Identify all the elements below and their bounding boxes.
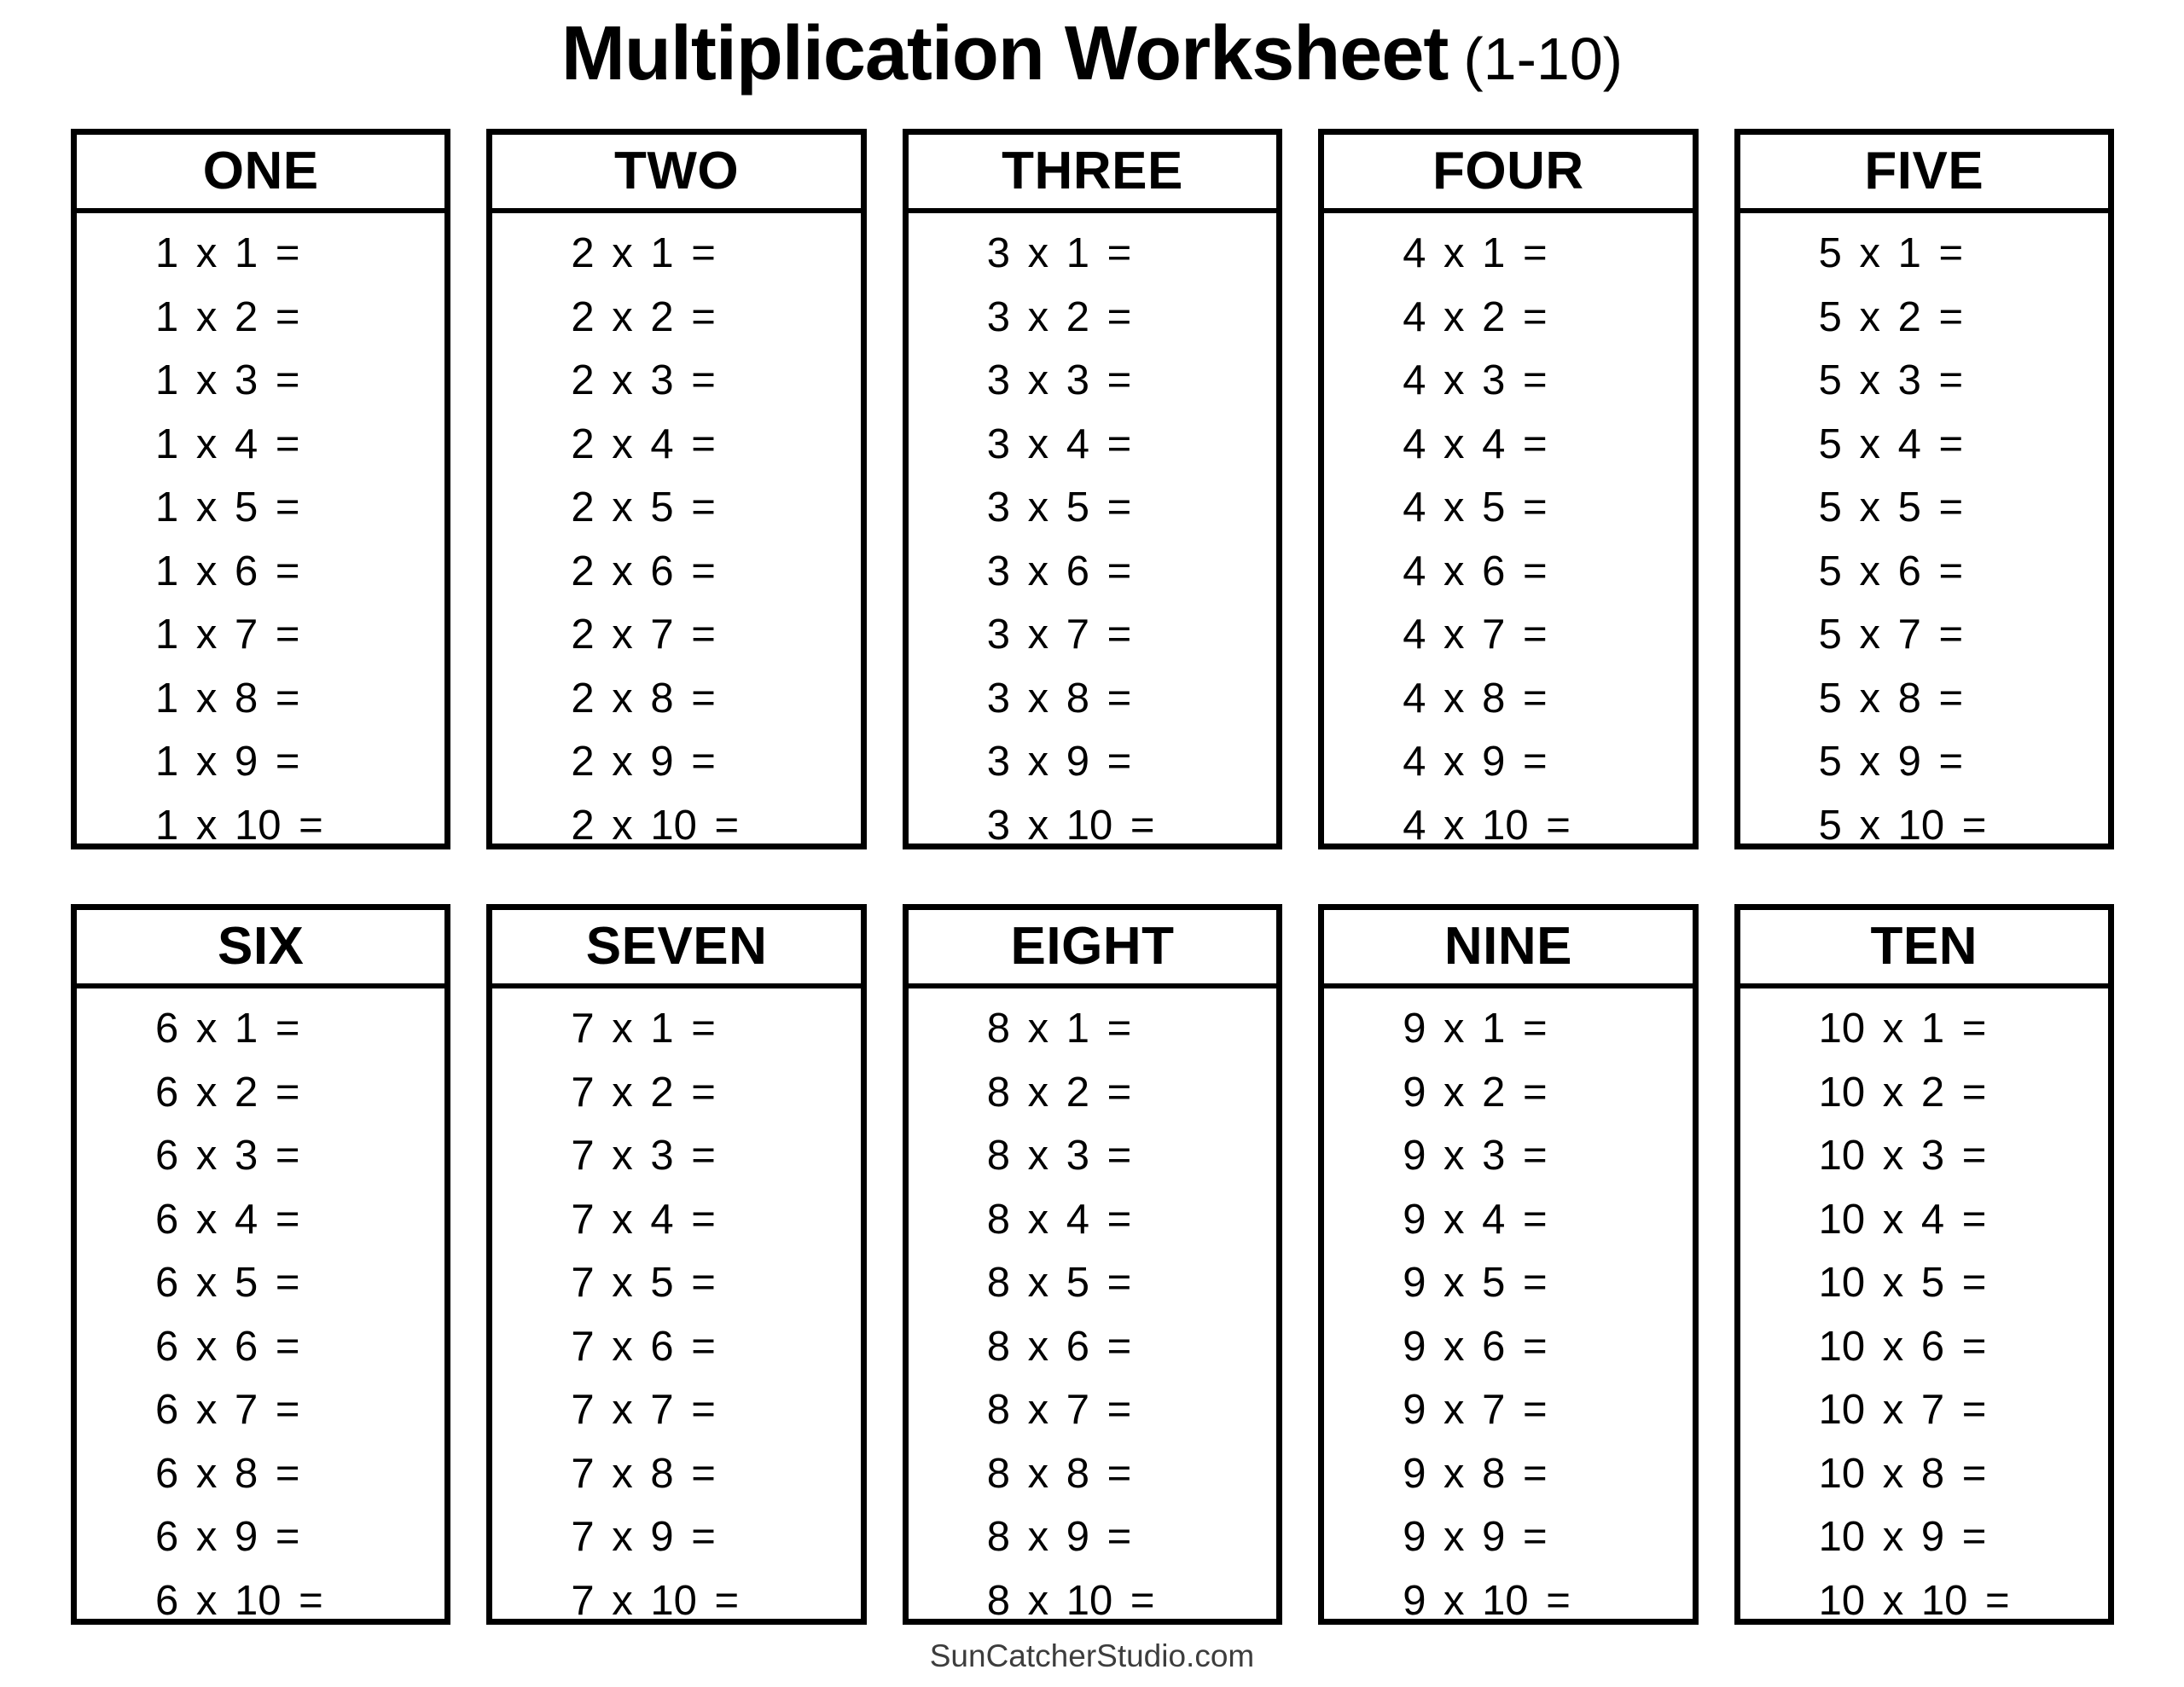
table-card-six xyxy=(71,904,450,1625)
problem-row: 8 x 1 = xyxy=(986,1006,1132,1052)
problem-row: 3 x 8 = xyxy=(986,675,1132,722)
problem-row: 8 x 7 = xyxy=(986,1387,1132,1433)
page-title xyxy=(0,0,2184,98)
problem-row: 5 x 2 = xyxy=(1818,293,1964,340)
problem-row: 3 x 4 = xyxy=(986,420,1132,467)
problem-row: 10 x 4 = xyxy=(1818,1196,1987,1243)
problem-row: 7 x 6 = xyxy=(571,1323,716,1370)
problem-row: 10 x 9 = xyxy=(1818,1514,1987,1560)
problem-row: 8 x 10 = xyxy=(986,1577,1155,1624)
table-card-four xyxy=(1318,129,1698,849)
problem-row: 10 x 5 = xyxy=(1818,1260,1987,1306)
worksheet-title-range: (1-10) xyxy=(1463,26,1623,92)
problem-row: 9 x 10 = xyxy=(1403,1577,1571,1624)
problem-row: 2 x 7 = xyxy=(571,612,716,658)
problem-row: 9 x 6 = xyxy=(1403,1323,1548,1370)
table-body xyxy=(492,213,860,857)
problem-row: 6 x 4 = xyxy=(155,1196,300,1243)
problem-row: 2 x 1 = xyxy=(571,230,716,276)
problem-row: 1 x 8 = xyxy=(155,675,300,722)
table-header: FIVE xyxy=(1740,135,2108,213)
problem-row: 7 x 3 = xyxy=(571,1133,716,1179)
problem-row: 7 x 7 = xyxy=(571,1387,716,1433)
problem-row: 2 x 5 = xyxy=(571,484,716,530)
problem-row: 1 x 5 = xyxy=(155,484,300,530)
problem-row: 6 x 9 = xyxy=(155,1514,300,1560)
problem-row: 1 x 4 = xyxy=(155,420,300,467)
problem-row: 2 x 3 = xyxy=(571,357,716,403)
problem-row: 4 x 4 = xyxy=(1403,420,1548,467)
problem-row: 9 x 8 = xyxy=(1403,1450,1548,1497)
problem-row: 2 x 8 = xyxy=(571,675,716,722)
problem-row: 5 x 9 = xyxy=(1818,739,1964,785)
problem-row: 9 x 5 = xyxy=(1403,1260,1548,1306)
table-header: FOUR xyxy=(1324,135,1692,213)
problem-row: 5 x 5 = xyxy=(1818,484,1964,530)
problem-row: 5 x 3 = xyxy=(1818,357,1964,403)
problem-row: 4 x 5 = xyxy=(1403,484,1548,530)
problem-row: 7 x 8 = xyxy=(571,1450,716,1497)
table-body xyxy=(1324,213,1692,857)
problem-row: 3 x 10 = xyxy=(986,802,1155,849)
problem-row: 2 x 9 = xyxy=(571,739,716,785)
table-body xyxy=(1740,988,2108,1632)
table-body xyxy=(77,213,444,857)
problem-row: 6 x 1 = xyxy=(155,1006,300,1052)
worksheet-title: Multiplication Worksheet xyxy=(561,11,1449,96)
problem-row: 8 x 5 = xyxy=(986,1260,1132,1306)
table-body xyxy=(492,988,860,1632)
table-header: TEN xyxy=(1740,910,2108,988)
problem-row: 4 x 2 = xyxy=(1403,293,1548,340)
problem-row: 3 x 5 = xyxy=(986,484,1132,530)
problem-row: 6 x 2 = xyxy=(155,1069,300,1116)
problem-row: 2 x 4 = xyxy=(571,420,716,467)
table-header: EIGHT xyxy=(909,910,1276,988)
problem-row: 5 x 1 = xyxy=(1818,230,1964,276)
problem-row: 9 x 7 = xyxy=(1403,1387,1548,1433)
problem-row: 10 x 2 = xyxy=(1818,1069,1987,1116)
problem-row: 3 x 9 = xyxy=(986,739,1132,785)
problem-row: 10 x 1 = xyxy=(1818,1006,1987,1052)
problem-row: 4 x 6 = xyxy=(1403,548,1548,594)
problem-row: 4 x 7 = xyxy=(1403,612,1548,658)
problem-row: 6 x 5 = xyxy=(155,1260,300,1306)
table-card-nine xyxy=(1318,904,1698,1625)
problem-row: 10 x 7 = xyxy=(1818,1387,1987,1433)
table-body xyxy=(1740,213,2108,857)
problem-row: 10 x 6 = xyxy=(1818,1323,1987,1370)
problem-row: 7 x 5 = xyxy=(571,1260,716,1306)
problem-row: 9 x 3 = xyxy=(1403,1133,1548,1179)
problem-row: 1 x 7 = xyxy=(155,612,300,658)
table-header: THREE xyxy=(909,135,1276,213)
table-header: ONE xyxy=(77,135,444,213)
problem-row: 10 x 3 = xyxy=(1818,1133,1987,1179)
problem-row: 4 x 8 = xyxy=(1403,675,1548,722)
problem-row: 1 x 3 = xyxy=(155,357,300,403)
problem-row: 7 x 9 = xyxy=(571,1514,716,1560)
problem-row: 1 x 6 = xyxy=(155,548,300,594)
table-header: NINE xyxy=(1324,910,1692,988)
problem-row: 1 x 10 = xyxy=(155,802,323,849)
problem-row: 3 x 7 = xyxy=(986,612,1132,658)
problem-row: 4 x 9 = xyxy=(1403,739,1548,785)
problem-row: 8 x 9 = xyxy=(986,1514,1132,1560)
problem-row: 6 x 8 = xyxy=(155,1450,300,1497)
problem-row: 7 x 1 = xyxy=(571,1006,716,1052)
problem-row: 6 x 6 = xyxy=(155,1323,300,1370)
problem-row: 10 x 8 = xyxy=(1818,1450,1987,1497)
problem-row: 8 x 2 = xyxy=(986,1069,1132,1116)
problem-row: 3 x 1 = xyxy=(986,230,1132,276)
problem-row: 8 x 6 = xyxy=(986,1323,1132,1370)
table-card-two xyxy=(486,129,866,849)
problem-row: 5 x 4 = xyxy=(1818,420,1964,467)
table-header: SIX xyxy=(77,910,444,988)
problem-row: 8 x 4 = xyxy=(986,1196,1132,1243)
problem-row: 1 x 9 = xyxy=(155,739,300,785)
table-card-seven xyxy=(486,904,866,1625)
problem-row: 9 x 2 = xyxy=(1403,1069,1548,1116)
table-header: SEVEN xyxy=(492,910,860,988)
problem-row: 9 x 9 = xyxy=(1403,1514,1548,1560)
problem-row: 3 x 2 = xyxy=(986,293,1132,340)
problem-row: 5 x 7 = xyxy=(1818,612,1964,658)
problem-row: 8 x 8 = xyxy=(986,1450,1132,1497)
table-card-ten xyxy=(1734,904,2114,1625)
problem-row: 3 x 3 = xyxy=(986,357,1132,403)
problem-row: 2 x 6 = xyxy=(571,548,716,594)
problem-row: 7 x 10 = xyxy=(571,1577,740,1624)
table-card-five xyxy=(1734,129,2114,849)
problem-row: 4 x 1 = xyxy=(1403,230,1548,276)
problem-row: 9 x 4 = xyxy=(1403,1196,1548,1243)
table-card-eight xyxy=(903,904,1282,1625)
problem-row: 2 x 10 = xyxy=(571,802,740,849)
table-card-one xyxy=(71,129,450,849)
problem-row: 4 x 10 = xyxy=(1403,802,1571,849)
problem-row: 1 x 1 = xyxy=(155,230,300,276)
tables-grid xyxy=(71,129,2114,1625)
problem-row: 6 x 7 = xyxy=(155,1387,300,1433)
problem-row: 7 x 2 = xyxy=(571,1069,716,1116)
table-body xyxy=(77,988,444,1632)
problem-row: 8 x 3 = xyxy=(986,1133,1132,1179)
table-card-three xyxy=(903,129,1282,849)
problem-row: 6 x 3 = xyxy=(155,1133,300,1179)
problem-row: 9 x 1 = xyxy=(1403,1006,1548,1052)
problem-row: 2 x 2 = xyxy=(571,293,716,340)
problem-row: 1 x 2 = xyxy=(155,293,300,340)
table-header: TWO xyxy=(492,135,860,213)
problem-row: 5 x 8 = xyxy=(1818,675,1964,722)
problem-row: 10 x 10 = xyxy=(1818,1577,2010,1624)
table-body xyxy=(1324,988,1692,1632)
table-body xyxy=(909,213,1276,857)
problem-row: 5 x 6 = xyxy=(1818,548,1964,594)
problem-row: 5 x 10 = xyxy=(1818,802,1987,849)
problem-row: 7 x 4 = xyxy=(571,1196,716,1243)
problem-row: 6 x 10 = xyxy=(155,1577,323,1624)
footer-credit: SunCatcherStudio.com xyxy=(929,1638,1255,1673)
table-body xyxy=(909,988,1276,1632)
problem-row: 3 x 6 = xyxy=(986,548,1132,594)
problem-row: 4 x 3 = xyxy=(1403,357,1548,403)
